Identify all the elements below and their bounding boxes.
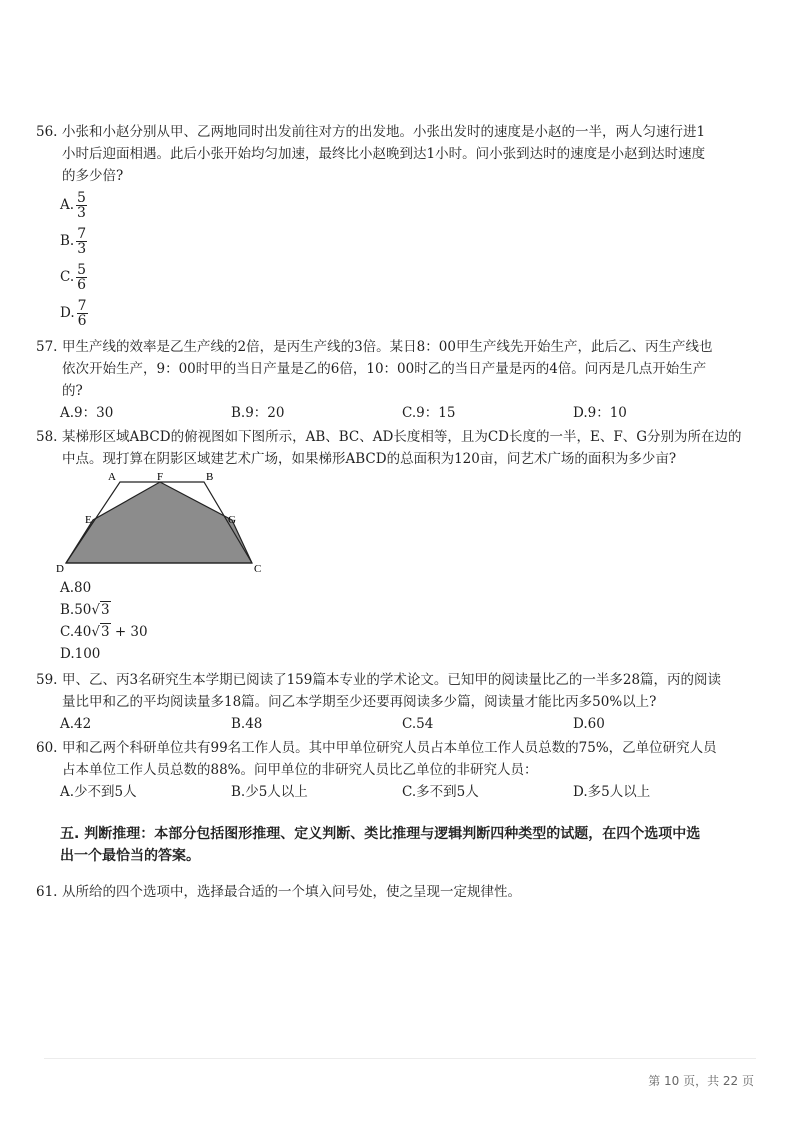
question-number: 56. <box>36 124 58 140</box>
question-56-stem: 56. 小张和小赵分别从甲、乙两地同时出发前往对方的出发地。小张出发时的速度是小赵的一半，两人匀速行进1 <box>36 121 771 143</box>
label-g: G <box>228 514 236 526</box>
label-a: A <box>108 471 116 483</box>
label-c: C <box>254 563 262 575</box>
label-d: D <box>56 563 64 575</box>
question-59-stem: 59. 甲、乙、丙3名研究生本学期已阅读了159篇本专业的学术论文。已知甲的阅读量比乙的一半多28篇，丙的阅读 <box>36 669 771 691</box>
option-b[interactable]: B.48 <box>231 716 263 732</box>
option-c[interactable]: C.40√3 + 30 <box>60 624 148 640</box>
label-f: F <box>157 471 164 483</box>
options-row <box>36 781 771 803</box>
option-c[interactable]: C. $\frac{5}{6}$ <box>60 261 87 293</box>
question-number: 58. <box>36 429 58 445</box>
option-b[interactable]: B.9：20 <box>231 405 285 421</box>
shaded-region <box>66 482 252 563</box>
question-61-stem: 61. 从所给的四个选项中，选择最合适的一个填入问号处，使之呈现一定规律性。 <box>36 881 771 903</box>
options-row <box>36 402 771 424</box>
question-57: 57. 甲生产线的效率是乙生产线的2倍，是丙生产线的3倍。某日8：00甲生产线先开始生产，此后乙、丙生产线也 依次开始生产，9：00时甲的当日产量是乙的6倍，10：00时乙的当日产量是丙的4倍。问丙是几点开始生产 的? A.9：30 B.9：20 C.9：15 D.9：10 <box>36 336 771 424</box>
option-a[interactable]: A.少不到5人 <box>60 784 137 800</box>
question-60: 60. 甲和乙两个科研单位共有99名工作人员。其中甲单位研究人员占本单位工作人员总数的75%，乙单位研究人员 占本单位工作人员总数的88%。问甲单位的非研究人员比乙单位的非研究人员： A.少不到5人 B.少5人以上 C.多不到5人 D.多5人以上 <box>36 737 771 803</box>
option-c[interactable]: C.多不到5人 <box>402 784 479 800</box>
option-d[interactable]: D.100 <box>60 646 101 662</box>
question-number: 61. <box>36 884 58 900</box>
option-a[interactable]: A.42 <box>60 716 92 732</box>
option-b[interactable]: B. $\frac{7}{3}$ <box>60 225 87 257</box>
option-d[interactable]: D. $\frac{7}{6}$ <box>60 297 87 329</box>
label-b: B <box>206 471 214 483</box>
section-heading: 五. 判断推理：本部分包括图形推理、定义判断、类比推理与逻辑判断四种类型的试题，在四个选项中选 出一个最恰当的答案。 <box>60 826 701 864</box>
question-59: 59. 甲、乙、丙3名研究生本学期已阅读了159篇本专业的学术论文。已知甲的阅读量比乙的一半多28篇，丙的阅读 量比甲和乙的平均阅读量多18篇。问乙本学期至少还要再阅读多少篇，阅读量才能比丙多50%以上? A.42 B.48 C.54 D.60 <box>36 669 771 735</box>
option-b[interactable]: B.50√3 <box>60 602 110 618</box>
option-a[interactable]: A.9：30 <box>60 405 114 421</box>
option-d[interactable]: D.多5人以上 <box>573 784 651 800</box>
option-c[interactable]: C.54 <box>402 716 434 732</box>
option-d[interactable]: D.9：10 <box>573 405 627 421</box>
question-56: 56. 小张和小赵分别从甲、乙两地同时出发前往对方的出发地。小张出发时的速度是小赵的一半，两人匀速行进1 小时后迎面相遇。此后小张开始均匀加速，最终比小赵晚到达1小时。问小张到达时的速度是小赵到达时速度 的多少倍? A. $\frac{5}{3}$ B. $\frac{7}{3}$ C. $\frac{5}{6}$ D. $\frac{7}{6}$ <box>36 121 771 331</box>
question-58-options <box>36 577 771 665</box>
options-row <box>36 713 771 735</box>
question-number: 60. <box>36 740 58 756</box>
question-58-stem: 58. 某梯形区域ABCD的俯视图如下图所示，AB、BC、AD长度相等，且为CD长度的一半，E、F、G分别为所在边的 <box>36 426 771 448</box>
question-58: 58. 某梯形区域ABCD的俯视图如下图所示，AB、BC、AD长度相等，且为CD长度的一半，E、F、G分别为所在边的 中点。现打算在阴影区域建艺术广场，如果梯形ABCD的总面积为120亩，问艺术广场的面积为多少亩? <box>36 426 771 470</box>
option-a[interactable]: A. $\frac{5}{3}$ <box>60 189 86 221</box>
question-61 <box>36 881 771 903</box>
question-number: 59. <box>36 672 58 688</box>
question-57-stem: 57. 甲生产线的效率是乙生产线的2倍，是丙生产线的3倍。某日8：00甲生产线先开始生产，此后乙、丙生产线也 <box>36 336 771 358</box>
page-number: 第 10 页，共 22 页 <box>648 1074 754 1088</box>
footer-divider <box>44 1058 756 1059</box>
option-a[interactable]: A.80 <box>60 580 92 596</box>
option-b[interactable]: B.少5人以上 <box>231 784 308 800</box>
question-60-stem: 60. 甲和乙两个科研单位共有99名工作人员。其中甲单位研究人员占本单位工作人员总数的75%，乙单位研究人员 <box>36 737 771 759</box>
option-d[interactable]: D.60 <box>573 716 605 732</box>
question-number: 57. <box>36 339 58 355</box>
option-c[interactable]: C.9：15 <box>402 405 456 421</box>
trapezoid-figure <box>56 468 276 578</box>
label-e: E <box>85 514 92 526</box>
